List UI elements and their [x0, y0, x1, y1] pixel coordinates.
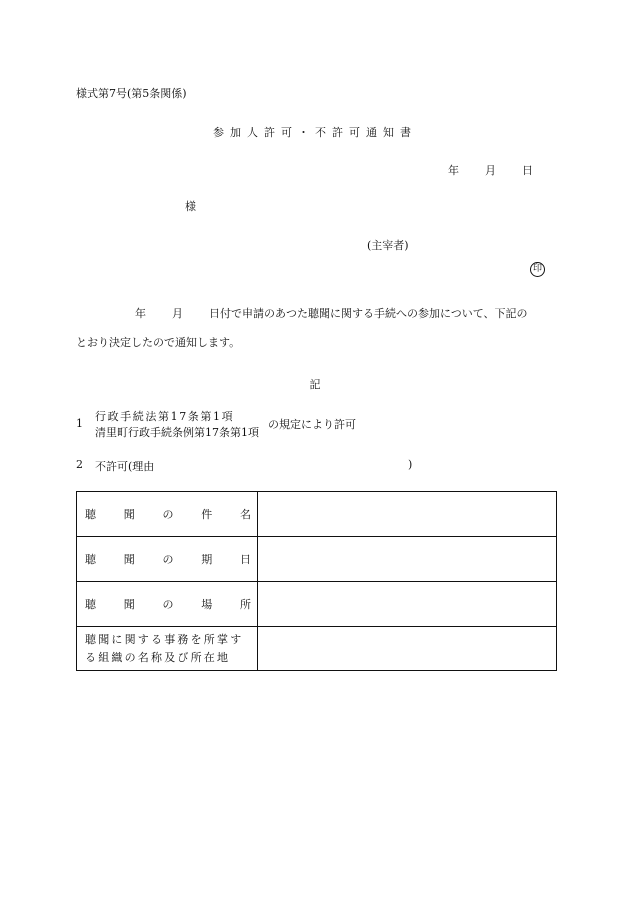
- form-number: 様式第7号(第5条関係): [76, 87, 187, 100]
- hearing-place-label: 聴 聞 の 場 所: [77, 582, 258, 627]
- hearing-place-value[interactable]: [258, 582, 557, 627]
- body-year: 年: [135, 307, 146, 320]
- table-row: [77, 582, 557, 627]
- hearing-subject-value[interactable]: [258, 492, 557, 537]
- date-year: 年: [448, 164, 459, 177]
- seal-mark: 印: [530, 262, 545, 277]
- addressee-suffix: 様: [185, 200, 196, 213]
- responsible-organization-value[interactable]: [258, 627, 557, 671]
- table-row: [77, 537, 557, 582]
- hearing-subject-label: 聴 聞 の 件 名: [77, 492, 258, 537]
- item2-text: 不許可(理由: [95, 460, 155, 473]
- table-row: [77, 627, 557, 671]
- responsible-organization-label: 聴聞に関する事務を所掌する組織の名称及び所在地: [77, 627, 258, 671]
- body-month: 月: [172, 307, 183, 320]
- date-line: [448, 162, 533, 178]
- item1-ordinance-reference: 清里町行政手続条例第17条第1項: [95, 426, 259, 439]
- hearing-date-label: 聴 聞 の 期 日: [77, 537, 258, 582]
- item1-law-reference: 行政手続法第17条第1項: [95, 410, 235, 423]
- document-title: 参加人許可・不許可通知書: [213, 126, 417, 139]
- item2-number: 2: [76, 458, 83, 471]
- body-line-2: とおり決定したので通知します。: [76, 336, 241, 349]
- body-line1-rest: 日付で申請のあつた聴聞に関する手続への参加について、下記の: [209, 307, 528, 320]
- record-heading: 記: [309, 378, 321, 391]
- body-line-1: [135, 305, 528, 321]
- item1-number: 1: [76, 417, 83, 430]
- item1-suffix: の規定により許可: [268, 418, 356, 431]
- hearing-date-value[interactable]: [258, 537, 557, 582]
- hearing-info-table: [76, 491, 557, 671]
- item2-close-paren: ): [408, 458, 413, 471]
- table-row: [77, 492, 557, 537]
- date-day: 日: [522, 164, 533, 177]
- date-month: 月: [485, 164, 496, 177]
- organizer-label: (主宰者): [367, 239, 409, 252]
